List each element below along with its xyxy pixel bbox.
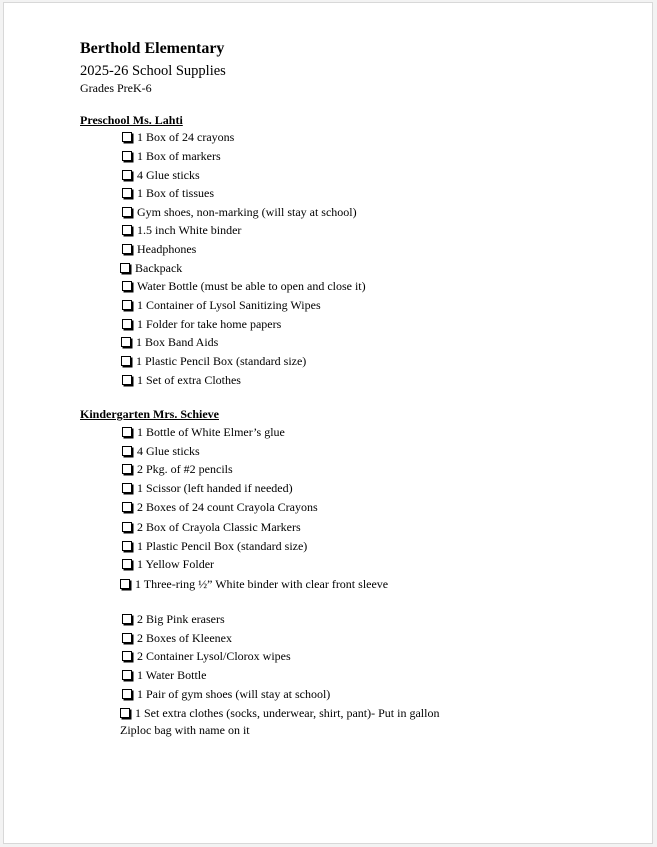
list-item bbox=[122, 130, 234, 144]
school-name: Berthold Elementary bbox=[80, 40, 225, 57]
checkbox-icon bbox=[122, 170, 132, 180]
list-item-label: 1 Plastic Pencil Box (standard size) bbox=[137, 539, 308, 553]
list-item-label: Backpack bbox=[135, 261, 183, 275]
list-item bbox=[122, 373, 241, 387]
list-item-label: 1 Box of markers bbox=[137, 149, 221, 163]
list-item bbox=[122, 462, 233, 476]
list-item-label: 4 Glue sticks bbox=[137, 444, 200, 458]
list-item-label: 1 Three-ring ½” White binder with clear front sleeve bbox=[135, 577, 389, 591]
checkbox-icon bbox=[122, 689, 132, 699]
checkbox-icon bbox=[122, 633, 132, 643]
list-item-label: Headphones bbox=[137, 242, 197, 256]
checkbox-icon bbox=[122, 375, 132, 385]
list-item-label: 2 Container Lysol/Clorox wipes bbox=[137, 649, 291, 663]
section-heading: Preschool Ms. Lahti bbox=[80, 113, 183, 127]
list-item bbox=[122, 205, 357, 219]
list-item bbox=[120, 261, 182, 275]
document-page bbox=[3, 2, 653, 844]
list-item-label: 4 Glue sticks bbox=[137, 168, 200, 182]
checkbox-icon bbox=[122, 319, 132, 329]
list-item bbox=[122, 186, 214, 200]
list-item bbox=[122, 425, 285, 439]
checkbox-icon bbox=[122, 244, 132, 254]
list-item bbox=[122, 149, 221, 163]
list-item bbox=[120, 705, 450, 739]
supply-list-title: 2025-26 School Supplies bbox=[80, 63, 226, 79]
list-item bbox=[122, 223, 241, 237]
list-item bbox=[122, 557, 214, 571]
list-item-label: 2 Pkg. of #2 pencils bbox=[137, 462, 233, 476]
list-item bbox=[122, 520, 301, 534]
list-item-label: 1 Set extra clothes (socks, underwear, shirt, pant)- Put in gallon Ziploc bag with name on it bbox=[120, 706, 440, 737]
checkbox-icon bbox=[122, 446, 132, 456]
list-item-label: 1 Box of tissues bbox=[137, 186, 215, 200]
list-item bbox=[122, 242, 196, 256]
list-item-label: 1 Plastic Pencil Box (standard size) bbox=[136, 354, 307, 368]
list-item bbox=[122, 279, 366, 293]
checkbox-icon bbox=[120, 263, 130, 273]
list-item bbox=[122, 631, 232, 645]
list-item-label: 1 Folder for take home papers bbox=[137, 317, 282, 331]
list-item bbox=[121, 354, 306, 368]
list-item bbox=[122, 539, 307, 553]
section-heading: Kindergarten Mrs. Schieve bbox=[80, 407, 219, 421]
list-item bbox=[122, 612, 225, 626]
checkbox-icon bbox=[120, 579, 130, 589]
list-item-label: 1 Pair of gym shoes (will stay at school) bbox=[137, 687, 331, 701]
checkbox-icon bbox=[122, 300, 132, 310]
checkbox-icon bbox=[122, 281, 132, 291]
list-item bbox=[122, 317, 281, 331]
list-item bbox=[122, 500, 318, 514]
checkbox-icon bbox=[122, 651, 132, 661]
checkbox-icon bbox=[122, 207, 132, 217]
list-item-label: 1 Scissor (left handed if needed) bbox=[137, 481, 293, 495]
checkbox-icon bbox=[122, 464, 132, 474]
list-item-label: 2 Boxes of 24 count Crayola Crayons bbox=[137, 500, 318, 514]
list-item bbox=[122, 481, 293, 495]
checkbox-icon bbox=[122, 132, 132, 142]
list-item-label: 1 Box Band Aids bbox=[136, 335, 219, 349]
checkbox-icon bbox=[121, 337, 131, 347]
list-item-label: 1 Box of 24 crayons bbox=[137, 130, 235, 144]
checkbox-icon bbox=[121, 356, 131, 366]
list-item bbox=[122, 298, 321, 312]
checkbox-icon bbox=[122, 670, 132, 680]
list-item bbox=[121, 335, 218, 349]
list-item-label: Water Bottle (must be able to open and close it) bbox=[137, 279, 366, 293]
list-item-label: 1 Bottle of White Elmer’s glue bbox=[137, 425, 285, 439]
list-item bbox=[122, 668, 206, 682]
list-item bbox=[122, 649, 291, 663]
list-item-label: 1 Set of extra Clothes bbox=[137, 373, 241, 387]
grades-label: Grades PreK-6 bbox=[80, 81, 152, 95]
list-item bbox=[122, 687, 330, 701]
checkbox-icon bbox=[122, 559, 132, 569]
list-item-label: 2 Big Pink erasers bbox=[137, 612, 225, 626]
list-item bbox=[122, 168, 200, 182]
checkbox-icon bbox=[122, 427, 132, 437]
checkbox-icon bbox=[122, 151, 132, 161]
list-item bbox=[120, 576, 450, 593]
list-item-label: 1 Container of Lysol Sanitizing Wipes bbox=[137, 298, 321, 312]
list-item-label: 1 Water Bottle bbox=[137, 668, 207, 682]
list-item-label: 2 Boxes of Kleenex bbox=[137, 631, 232, 645]
checkbox-icon bbox=[122, 225, 132, 235]
checkbox-icon bbox=[120, 708, 130, 718]
checkbox-icon bbox=[122, 522, 132, 532]
list-item-label: 1.5 inch White binder bbox=[137, 223, 242, 237]
list-item-label: Gym shoes, non-marking (will stay at school) bbox=[137, 205, 357, 219]
list-item-label: 2 Box of Crayola Classic Markers bbox=[137, 520, 301, 534]
checkbox-icon bbox=[122, 614, 132, 624]
checkbox-icon bbox=[122, 541, 132, 551]
checkbox-icon bbox=[122, 188, 132, 198]
checkbox-icon bbox=[122, 502, 132, 512]
list-item bbox=[122, 444, 200, 458]
list-item-label: 1 Yellow Folder bbox=[137, 557, 215, 571]
checkbox-icon bbox=[122, 483, 132, 493]
